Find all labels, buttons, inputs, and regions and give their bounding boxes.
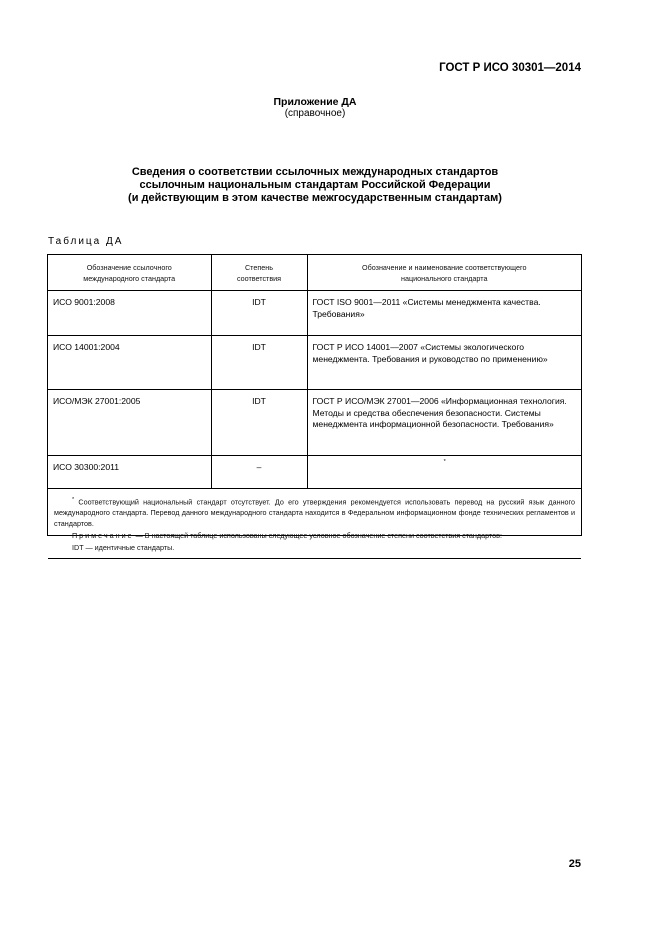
- national-standard-cell: [307, 456, 581, 489]
- national-standard-cell: ГОСТ Р ИСО/МЭК 27001—2006 «Информационная технология. Методы и средства обеспечения безопасности. Системы менеджмента информационной безопасности. Требования»: [307, 390, 581, 456]
- correspondence-table: [47, 254, 582, 553]
- degree-cell: –: [211, 456, 307, 489]
- table-note: Примечание — В настоящей таблице использованы следующее условное обозначение степени соответствия стандартов:: [72, 531, 502, 541]
- intl-standard-cell: ИСО 9001:2008: [48, 291, 211, 336]
- degree-cell: IDT: [211, 390, 307, 456]
- table-footer-row: [48, 489, 581, 559]
- table-footer: [48, 489, 581, 559]
- table-header-row: [48, 255, 581, 291]
- degree-cell: IDT: [211, 291, 307, 336]
- document-code: ГОСТ Р ИСО 30301—2014: [439, 62, 581, 74]
- heading-line-1: Сведения о соответствии ссылочных международных стандартов: [131, 166, 499, 178]
- section-heading: [0, 166, 630, 205]
- table-row: [48, 336, 581, 390]
- intl-standard-cell: ИСО 14001:2004: [48, 336, 211, 390]
- degree-cell: IDT: [211, 336, 307, 390]
- national-standard-cell: ГОСТ ISO 9001—2011 «Системы менеджмента качества. Требования»: [307, 291, 581, 336]
- annex-title: Приложение ДА: [273, 96, 357, 108]
- table-row: [48, 291, 581, 336]
- idt-definition: IDT — идентичные стандарты.: [72, 543, 175, 553]
- column-header-degree: Степень соответствия: [211, 255, 307, 291]
- table-row: [48, 390, 581, 456]
- intl-standard-cell: ИСО/МЭК 27001:2005: [48, 390, 211, 456]
- heading-line-3: (и действующим в этом качестве межгосударственным стандартам): [128, 192, 502, 204]
- footnote: * Соответствующий национальный стандарт отсутствует. До его утверждения рекомендуется использовать перевод на русский язык данного международного стандарта. Перевод данного международного стандарта находится в Федеральном информационном фонде технических регламентов и стандартов.: [54, 497, 576, 529]
- column-header-national: Обозначение и наименование соответствующего национального стандарта: [307, 255, 581, 291]
- heading-line-2: ссылочным национальным стандартам Российской Федерации: [139, 179, 491, 191]
- national-standard-cell: ГОСТ Р ИСО 14001—2007 «Системы экологического менеджмента. Требования и руководство по применению»: [307, 336, 581, 390]
- page-number: 25: [568, 858, 581, 870]
- annex-subtitle: (справочное): [284, 108, 346, 119]
- intl-standard-cell: ИСО 30300:2011: [48, 456, 211, 489]
- table-label: Таблица ДА: [48, 236, 124, 247]
- footnote-marker: *: [443, 459, 446, 465]
- table-row: [48, 456, 581, 489]
- column-header-intl: Обозначение ссылочного международного стандарта: [48, 255, 211, 291]
